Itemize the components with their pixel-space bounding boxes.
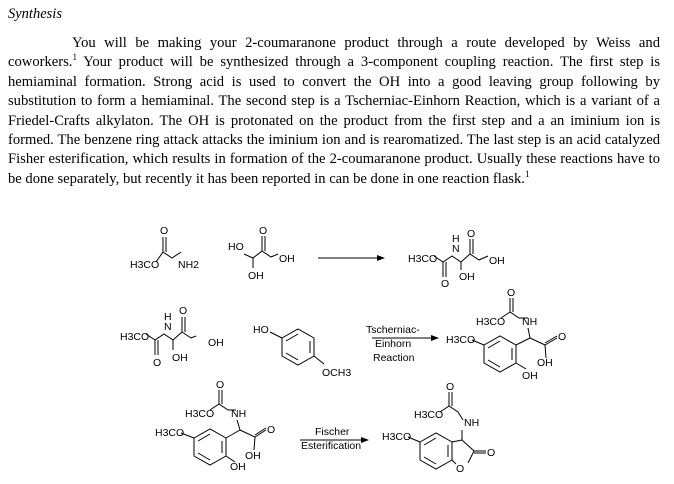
carbonyl-oxygen-label: O (467, 228, 476, 240)
hydroxyl-label: OH (459, 271, 475, 283)
amine-label: NH2 (178, 259, 200, 271)
carbonyl-oxygen-label: O (179, 305, 188, 317)
methoxy-label: H3CO (382, 431, 412, 443)
ring-oxygen-label: O (456, 463, 465, 475)
carbonyl-oxygen-label: O (153, 357, 162, 369)
arrow-label-line-1: Tscherniac- (366, 324, 420, 336)
hydroxyl-label: OH (248, 270, 264, 282)
acid-hydroxyl-label: OH (537, 357, 553, 369)
phenol-hydroxyl-label: OH (522, 370, 538, 382)
methoxy-label: H3CO (446, 334, 476, 346)
nitrogen-label: N (164, 321, 172, 333)
carbonyl-oxygen-label: O (441, 278, 450, 290)
methyl-carbamate-structure (130, 225, 199, 271)
acid-hydroxyl-label: OH (279, 253, 295, 265)
hemiaminal-structure-row2 (120, 305, 224, 369)
carbonyl-oxygen-label: O (507, 287, 516, 299)
acid-hydroxyl-label: OH (245, 450, 261, 462)
hemiaminal-structure (408, 228, 505, 290)
carbonyl-oxygen-label: O (558, 331, 567, 343)
methoxy-label: H3CO (155, 427, 185, 439)
nh-hydrogen-label: H (452, 233, 460, 245)
arrow-label-line-3: Reaction (373, 352, 415, 364)
methoxy-label: H3CO (130, 259, 160, 271)
methoxy-label: H3CO (120, 331, 150, 343)
hydroxyl-label: HO (228, 241, 244, 253)
amidoalkylation-product-structure-row3 (155, 379, 275, 473)
arrow-label-line-2: Esterification (301, 440, 362, 452)
carbonyl-oxygen-label: O (160, 225, 169, 237)
methoxyphenol-structure (253, 324, 351, 379)
paragraph-part-2: Your product will be synthesized through a 3-component coupling reaction. The first step is hemiaminal formation. Strong acid is used to convert the OH into a good leaving group following by substitution to form a hemiaminal. The second step is a Tscherniac-Einhorn Reaction, which is a variant of a Friedel-Crafts alkylaton. The OH is protonated on the product from the first step and a an iminium ion is formed. The benzene ring attack attacks the iminium ion and is rearomatized. The last step is an acid catalyzed Fisher esterification, which results in formation of the 2-coumaranone product. Usually these reactions have to be done separately, but recently it has been reported in can be done in one reaction flask. (8, 54, 660, 187)
lactone-carbonyl-oxygen-label: O (487, 447, 496, 459)
hydroxyl-label: HO (253, 324, 269, 336)
carbonyl-oxygen-label: O (267, 424, 276, 436)
hydroxyl-label: OH (172, 352, 188, 364)
acid-hydroxyl-label: OH (489, 255, 505, 267)
amide-nh-label: NH (522, 316, 538, 328)
carbonyl-oxygen-label: O (259, 225, 268, 237)
methoxy-label: H3CO (185, 408, 215, 420)
methoxy-label: H3CO (414, 409, 444, 421)
methoxy-label: H3CO (476, 316, 506, 328)
reference-superscript-1: 1 (72, 52, 77, 63)
methoxy-label: OCH3 (322, 367, 352, 379)
carbonyl-oxygen-label: O (216, 379, 225, 391)
acid-hydroxyl-label: OH (208, 337, 224, 349)
nitrogen-label: N (452, 243, 460, 255)
nh-hydrogen-label: H (164, 311, 172, 323)
arrow-label-line-1: Fischer (315, 426, 350, 438)
amide-nh-label: NH (464, 417, 480, 429)
amide-nh-label: NH (231, 408, 247, 420)
amidoalkylation-product-structure (446, 287, 566, 382)
section-heading: Synthesis (8, 6, 62, 22)
methoxy-label: H3CO (408, 253, 438, 265)
glyoxylic-acid-structure (228, 225, 295, 282)
reference-superscript-2: 1 (524, 168, 530, 179)
carbonyl-oxygen-label: O (446, 381, 455, 393)
phenol-hydroxyl-label: OH (230, 461, 246, 473)
coumaranone-product-structure (382, 381, 495, 475)
arrow-label-line-2: Einhorn (375, 338, 412, 350)
paragraph-part-1: You will be making your 2-coumaranone product through a route developed by Weiss and coworkers. (8, 35, 660, 71)
